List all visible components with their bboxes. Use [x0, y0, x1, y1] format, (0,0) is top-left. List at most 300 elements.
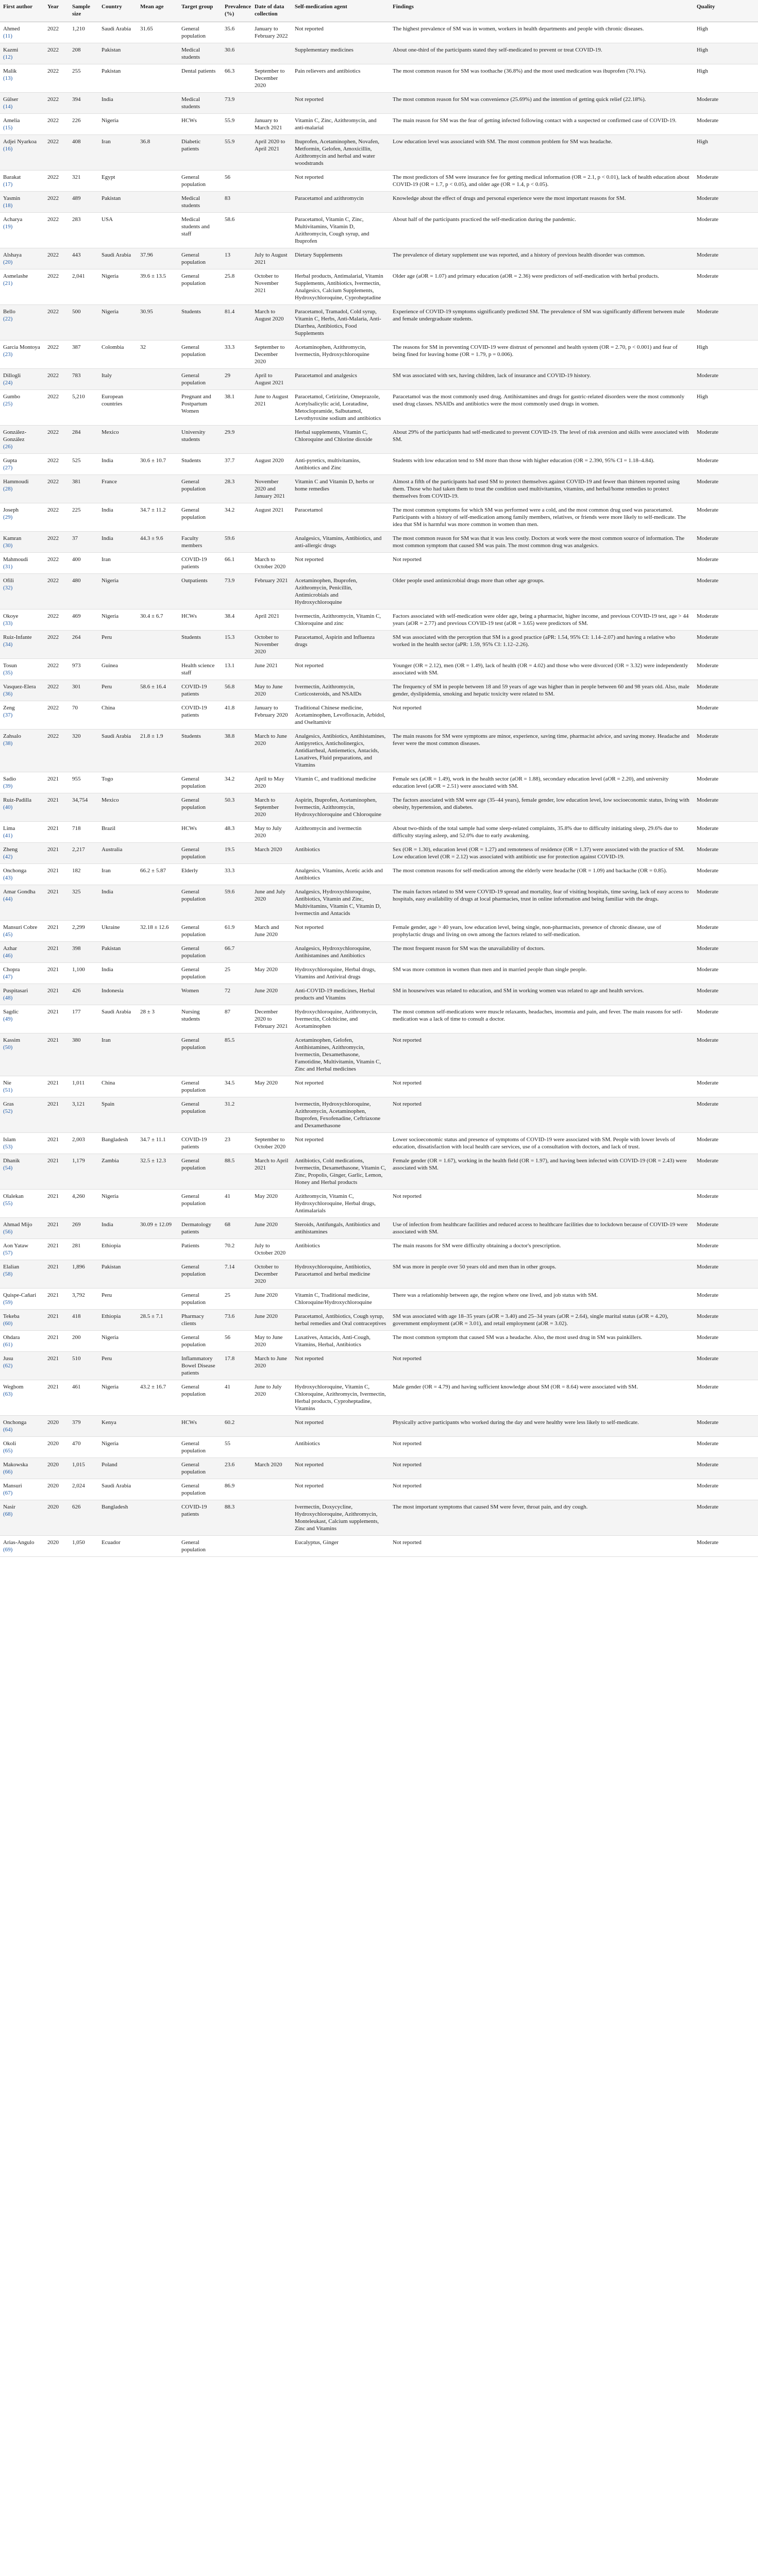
table-row	[0, 248, 758, 269]
country-cell: Iran	[98, 553, 137, 574]
prevalence-cell: 15.3	[222, 631, 251, 659]
sample-size-cell: 783	[69, 369, 98, 390]
table-row	[0, 454, 758, 475]
reference-link[interactable]: (53)	[3, 1144, 13, 1150]
reference-link[interactable]: (32)	[3, 585, 13, 591]
author-name: Dhanik	[3, 1158, 20, 1164]
reference-link[interactable]: (21)	[3, 280, 13, 286]
reference-link[interactable]: (14)	[3, 104, 13, 110]
reference-link[interactable]: (60)	[3, 1320, 13, 1327]
author-name: Mansuri Cobre	[3, 924, 38, 930]
prevalence-cell: 50.3	[222, 793, 251, 822]
author-name: Bello	[3, 309, 15, 315]
agent-cell: Analgesics, Vitamins, Acetic acids and Antibiotics	[292, 864, 390, 885]
country-cell: Iran	[98, 864, 137, 885]
table-row	[0, 1331, 758, 1352]
sample-size-cell: 718	[69, 822, 98, 843]
reference-link[interactable]: (67)	[3, 1490, 13, 1496]
col-header-first-author: First author	[0, 0, 44, 22]
reference-link[interactable]: (17)	[3, 181, 13, 188]
reference-link[interactable]: (25)	[3, 401, 13, 407]
year-cell: 2021	[44, 1076, 69, 1097]
agent-cell: Paracetamol and analgesics	[292, 369, 390, 390]
table-row	[0, 1416, 758, 1437]
table-row	[0, 1437, 758, 1458]
reference-link[interactable]: (18)	[3, 202, 13, 209]
reference-link[interactable]: (50)	[3, 1044, 13, 1050]
author-cell	[0, 631, 44, 659]
sample-size-cell: 525	[69, 454, 98, 475]
target-group-cell: Inflammatory Bowel Disease patients	[178, 1352, 222, 1380]
findings-cell: The most common symptom that caused SM was a headache. Also, the most used drug in SM was painkillers.	[390, 1331, 694, 1352]
year-cell: 2022	[44, 609, 69, 631]
reference-link[interactable]: (69)	[3, 1547, 13, 1553]
country-cell: Ethiopia	[98, 1310, 137, 1331]
date-cell: September to December 2020	[251, 341, 292, 369]
reference-link[interactable]: (13)	[3, 75, 13, 81]
target-group-cell: General population	[178, 1331, 222, 1352]
author-cell	[0, 1536, 44, 1557]
prevalence-cell: 66.7	[222, 942, 251, 963]
reference-link[interactable]: (68)	[3, 1511, 13, 1517]
date-cell: March 2020	[251, 1458, 292, 1479]
year-cell: 2021	[44, 885, 69, 921]
prevalence-cell: 85.5	[222, 1033, 251, 1076]
reference-link[interactable]: (44)	[3, 896, 13, 902]
sample-size-cell: 489	[69, 192, 98, 213]
table-row	[0, 730, 758, 772]
year-cell: 2021	[44, 1289, 69, 1310]
mean-age-cell: 66.2 ± 5.87	[137, 864, 178, 885]
author-name: Kassim	[3, 1037, 20, 1043]
table-row	[0, 1352, 758, 1380]
mean-age-cell: 30.6 ± 10.7	[137, 454, 178, 475]
agent-cell: Acetaminophen, Ibuprofen, Azithromycin, Penicillin, Antimicrobials and Hydroxychloroquine	[292, 574, 390, 609]
mean-age-cell	[137, 475, 178, 503]
sample-size-cell: 208	[69, 43, 98, 64]
author-name: Zahsalo	[3, 733, 21, 739]
mean-age-cell	[137, 93, 178, 114]
date-cell: August 2021	[251, 503, 292, 532]
prevalence-cell: 81.4	[222, 305, 251, 341]
mean-age-cell	[137, 1416, 178, 1437]
country-cell: Peru	[98, 1289, 137, 1310]
sample-size-cell: 469	[69, 609, 98, 631]
reference-link[interactable]: (59)	[3, 1299, 13, 1306]
mean-age-cell	[137, 1076, 178, 1097]
mean-age-cell	[137, 822, 178, 843]
agent-cell: Azithromycin and ivermectin	[292, 822, 390, 843]
country-cell: Saudi Arabia	[98, 1005, 137, 1033]
reference-link[interactable]: (43)	[3, 875, 13, 881]
author-name: Arias-Angulo	[3, 1539, 35, 1546]
date-cell	[251, 192, 292, 213]
reference-link[interactable]: (52)	[3, 1108, 13, 1114]
author-name: Tosun	[3, 663, 17, 669]
author-cell	[0, 921, 44, 942]
reference-link[interactable]: (20)	[3, 259, 13, 265]
sample-size-cell: 226	[69, 114, 98, 135]
mean-age-cell	[137, 64, 178, 93]
prevalence-cell: 23.6	[222, 1458, 251, 1479]
date-cell: May 2020	[251, 963, 292, 984]
findings-cell: Not reported	[390, 1536, 694, 1557]
agent-cell: Herbal supplements, Vitamin C, Chloroquine and Chlorine dioxide	[292, 426, 390, 454]
author-name: Vasquez-Elera	[3, 684, 36, 690]
reference-link[interactable]: (27)	[3, 465, 13, 471]
findings-cell: SM was associated with the perception that SM is a good practice (aPR: 1.54, 95% CI: 1.14–2.07) and having a relative who worked in the health sector (aPR: 1.59, 95% CI: 1.12–2.26).	[390, 631, 694, 659]
mean-age-cell	[137, 1331, 178, 1352]
sample-size-cell: 200	[69, 1331, 98, 1352]
author-name: Asmelashe	[3, 273, 28, 279]
author-cell	[0, 1218, 44, 1239]
prevalence-cell: 59.6	[222, 885, 251, 921]
table-row	[0, 269, 758, 305]
year-cell: 2021	[44, 1331, 69, 1352]
prevalence-cell: 28.3	[222, 475, 251, 503]
quality-cell: Moderate	[694, 1239, 758, 1260]
author-cell	[0, 426, 44, 454]
target-group-cell: General population	[178, 1033, 222, 1076]
year-cell: 2021	[44, 1190, 69, 1218]
date-cell: April 2021	[251, 609, 292, 631]
findings-cell: The highest prevalence of SM was in women, workers in health departments and people with chronic diseases.	[390, 22, 694, 43]
target-group-cell: General population	[178, 1536, 222, 1557]
quality-cell: Moderate	[694, 426, 758, 454]
agent-cell: Not reported	[292, 171, 390, 192]
year-cell: 2021	[44, 1033, 69, 1076]
reference-link[interactable]: (12)	[3, 54, 13, 60]
findings-cell: The frequency of SM in people between 18 and 59 years of age was higher than in people between 60 and 98 years old. Also, male gender, dyslipidemia, smoking and hepatic toxicity were related to SM.	[390, 680, 694, 701]
mean-age-cell	[137, 390, 178, 426]
target-group-cell: Nursing students	[178, 1005, 222, 1033]
year-cell: 2022	[44, 43, 69, 64]
findings-cell: The main factors related to SM were COVID-19 spread and mortality, fear of visiting hospitals, time saving, lack of easy access to hospitals, easy availability of drugs at local pharmacies, trust in online information and being familiar with the drugs.	[390, 885, 694, 921]
quality-cell: Moderate	[694, 1416, 758, 1437]
target-group-cell: Medical students and staff	[178, 213, 222, 248]
prevalence-cell: 86.9	[222, 1479, 251, 1500]
mean-age-cell	[137, 1190, 178, 1218]
country-cell: Peru	[98, 631, 137, 659]
author-cell	[0, 1437, 44, 1458]
prevalence-cell: 31.2	[222, 1097, 251, 1133]
reference-link[interactable]: (37)	[3, 712, 13, 718]
date-cell: January to February 2020	[251, 701, 292, 730]
prevalence-cell: 83	[222, 192, 251, 213]
target-group-cell: General population	[178, 171, 222, 192]
author-cell	[0, 574, 44, 609]
reference-link[interactable]: (55)	[3, 1200, 13, 1207]
reference-link[interactable]: (49)	[3, 1016, 13, 1022]
date-cell: June to July 2020	[251, 1380, 292, 1416]
year-cell: 2022	[44, 369, 69, 390]
reference-link[interactable]: (16)	[3, 146, 13, 152]
findings-cell: There was a relationship between age, the region where one lived, and job status with SM.	[390, 1289, 694, 1310]
reference-link[interactable]: (66)	[3, 1469, 13, 1475]
reference-link[interactable]: (31)	[3, 564, 13, 570]
year-cell: 2022	[44, 454, 69, 475]
target-group-cell: General population	[178, 503, 222, 532]
date-cell: March 2020	[251, 843, 292, 864]
date-cell: March to June 2020	[251, 1352, 292, 1380]
quality-cell: Moderate	[694, 864, 758, 885]
reference-link[interactable]: (11)	[3, 33, 12, 39]
agent-cell: Antibiotics	[292, 1239, 390, 1260]
reference-link[interactable]: (42)	[3, 854, 13, 860]
mean-age-cell: 32.5 ± 12.3	[137, 1154, 178, 1190]
target-group-cell: Health science staff	[178, 659, 222, 680]
country-cell: Peru	[98, 1352, 137, 1380]
findings-cell: SM was associated with age 18–35 years (aOR = 3.40) and 25–34 years (aOR = 2.64), single marital status (aOR = 4.20), government employment (aOR = 3.01), and retail employment (aOR = 3.02).	[390, 1310, 694, 1331]
reference-link[interactable]: (65)	[3, 1448, 13, 1454]
agent-cell: Not reported	[292, 1352, 390, 1380]
date-cell: May to June 2020	[251, 1331, 292, 1352]
author-cell	[0, 532, 44, 553]
author-cell	[0, 1005, 44, 1033]
author-cell	[0, 43, 44, 64]
quality-cell: Moderate	[694, 574, 758, 609]
reference-link[interactable]: (51)	[3, 1087, 13, 1093]
author-name: Kazmi	[3, 47, 19, 53]
agent-cell: Eucalyptus, Ginger	[292, 1536, 390, 1557]
target-group-cell: Students	[178, 730, 222, 772]
target-group-cell: General population	[178, 1289, 222, 1310]
table-row	[0, 213, 758, 248]
target-group-cell: General population	[178, 1076, 222, 1097]
author-cell	[0, 1289, 44, 1310]
prevalence-cell: 7.14	[222, 1260, 251, 1289]
reference-link[interactable]: (26)	[3, 444, 13, 450]
quality-cell: Moderate	[694, 553, 758, 574]
reference-link[interactable]: (36)	[3, 691, 13, 697]
author-cell	[0, 1239, 44, 1260]
mean-age-cell	[137, 984, 178, 1005]
prevalence-cell: 48.3	[222, 822, 251, 843]
table-row	[0, 1154, 758, 1190]
author-cell	[0, 503, 44, 532]
reference-link[interactable]: (33)	[3, 620, 13, 626]
author-cell	[0, 659, 44, 680]
table-row	[0, 192, 758, 213]
country-cell: Nigeria	[98, 114, 137, 135]
country-cell: Nigeria	[98, 609, 137, 631]
quality-cell: Moderate	[694, 793, 758, 822]
country-cell: India	[98, 454, 137, 475]
findings-cell: Older people used antimicrobial drugs more than other age groups.	[390, 574, 694, 609]
agent-cell: Ivermectin, Azithromycin, Vitamin C, Chloroquine and zinc	[292, 609, 390, 631]
author-name: Alshaya	[3, 252, 22, 258]
author-cell	[0, 1154, 44, 1190]
date-cell: January to March 2021	[251, 114, 292, 135]
col-header-country: Country	[98, 0, 137, 22]
reference-link[interactable]: (40)	[3, 804, 13, 810]
author-cell	[0, 1458, 44, 1479]
table-row	[0, 921, 758, 942]
findings-cell: The most common reason for SM was toothache (36.8%) and the most used medication was ibuprofen (70.1%).	[390, 64, 694, 93]
table-row	[0, 135, 758, 171]
agent-cell: Aspirin, Ibuprofen, Acetaminophen, Ivermectin, Azithromycin, Hydroxychloroquine and Chloroquine	[292, 793, 390, 822]
prevalence-cell: 30.6	[222, 43, 251, 64]
agent-cell: Analgesics, Hydroxychloroquine, Antihistamines and Antibiotics	[292, 942, 390, 963]
agent-cell: Ivermectin, Azithromycin, Corticosteroids, and NSAIDs	[292, 680, 390, 701]
prevalence-cell: 35.6	[222, 22, 251, 43]
author-cell	[0, 772, 44, 793]
agent-cell: Analgesics, Hydroxychloroquine, Antibiotics, Vitamin and Zinc, Multivitamins, Vitamin C, Vitamin D, Ivermectin and Antacids	[292, 885, 390, 921]
col-header-mean-age: Mean age	[137, 0, 178, 22]
mean-age-cell	[137, 1097, 178, 1133]
author-cell	[0, 885, 44, 921]
sample-size-cell: 470	[69, 1437, 98, 1458]
date-cell	[251, 942, 292, 963]
author-name: Puspitasari	[3, 988, 28, 994]
reference-link[interactable]: (63)	[3, 1391, 13, 1397]
quality-cell: Moderate	[694, 1352, 758, 1380]
reference-link[interactable]: (41)	[3, 833, 13, 839]
date-cell	[251, 43, 292, 64]
prevalence-cell: 25	[222, 963, 251, 984]
quality-cell: Moderate	[694, 885, 758, 921]
table-row	[0, 680, 758, 701]
author-name: Ofili	[3, 578, 14, 584]
agent-cell: Anti-pyretics, multivitamins, Antibiotics and Zinc	[292, 454, 390, 475]
mean-age-cell	[137, 114, 178, 135]
table-row	[0, 553, 758, 574]
reference-link[interactable]: (28)	[3, 486, 13, 492]
date-cell: June 2020	[251, 1218, 292, 1239]
quality-cell: Moderate	[694, 1190, 758, 1218]
sample-size-cell: 281	[69, 1239, 98, 1260]
reference-link[interactable]: (35)	[3, 670, 13, 676]
quality-cell: Moderate	[694, 631, 758, 659]
prevalence-cell: 33.3	[222, 864, 251, 885]
country-cell: Nigeria	[98, 1380, 137, 1416]
mean-age-cell	[137, 43, 178, 64]
author-name: Amar Gondha	[3, 889, 36, 895]
reference-link[interactable]: (34)	[3, 641, 13, 648]
reference-link[interactable]: (58)	[3, 1271, 13, 1277]
target-group-cell: Faculty members	[178, 532, 222, 553]
agent-cell: Antibiotics	[292, 1437, 390, 1458]
date-cell: April 2020 to April 2021	[251, 135, 292, 171]
findings-cell: Male gender (OR = 4.79) and having sufficient knowledge about SM (OR = 8.64) were associated with SM.	[390, 1380, 694, 1416]
date-cell: November 2020 and January 2021	[251, 475, 292, 503]
reference-link[interactable]: (15)	[3, 125, 13, 131]
prevalence-cell: 29.9	[222, 426, 251, 454]
author-cell	[0, 135, 44, 171]
table-row	[0, 772, 758, 793]
reference-link[interactable]: (19)	[3, 224, 13, 230]
target-group-cell: Medical students	[178, 43, 222, 64]
quality-cell: Moderate	[694, 213, 758, 248]
reference-link[interactable]: (39)	[3, 783, 13, 789]
country-cell: Nigeria	[98, 1437, 137, 1458]
reference-link[interactable]: (24)	[3, 380, 13, 386]
findings-cell: Physically active participants who worked during the day and were healthy were less likely to self-medicate.	[390, 1416, 694, 1437]
quality-cell: High	[694, 390, 758, 426]
reference-link[interactable]: (29)	[3, 514, 13, 520]
reference-link[interactable]: (46)	[3, 953, 13, 959]
author-name: Sagdic	[3, 1009, 19, 1015]
author-name: Sadio	[3, 776, 16, 782]
sample-size-cell: 255	[69, 64, 98, 93]
author-name: Hammoudi	[3, 479, 29, 485]
table-header-row	[0, 0, 758, 22]
mean-age-cell: 32.18 ± 12.6	[137, 921, 178, 942]
sample-size-cell: 426	[69, 984, 98, 1005]
table-row	[0, 1310, 758, 1331]
reference-link[interactable]: (56)	[3, 1229, 13, 1235]
reference-link[interactable]: (54)	[3, 1165, 13, 1171]
reference-link[interactable]: (45)	[3, 931, 13, 938]
sample-size-cell: 3,121	[69, 1097, 98, 1133]
quality-cell: Moderate	[694, 1479, 758, 1500]
prevalence-cell: 37.7	[222, 454, 251, 475]
quality-cell: Moderate	[694, 171, 758, 192]
mean-age-cell: 31.65	[137, 22, 178, 43]
reference-link[interactable]: (47)	[3, 974, 13, 980]
mean-age-cell: 30.95	[137, 305, 178, 341]
target-group-cell: General population	[178, 1190, 222, 1218]
reference-link[interactable]: (57)	[3, 1250, 13, 1256]
date-cell: September to December 2020	[251, 64, 292, 93]
date-cell: June 2021	[251, 659, 292, 680]
target-group-cell: Students	[178, 454, 222, 475]
quality-cell: Moderate	[694, 475, 758, 503]
target-group-cell: Pregnant and Postpartum Women	[178, 390, 222, 426]
mean-age-cell: 37.96	[137, 248, 178, 269]
table-row	[0, 793, 758, 822]
reference-link[interactable]: (38)	[3, 740, 13, 747]
author-cell	[0, 730, 44, 772]
year-cell: 2022	[44, 22, 69, 43]
country-cell: Nigeria	[98, 269, 137, 305]
author-name: Aon Yataw	[3, 1243, 28, 1249]
findings-cell: Lower socioeconomic status and presence of symptoms of COVID-19 were associated with SM. People with lower levels of education, dissatisfaction with local health care services, use of a consultation with doctors, and lack of trust.	[390, 1133, 694, 1154]
mean-age-cell	[137, 942, 178, 963]
date-cell: August 2020	[251, 454, 292, 475]
date-cell	[251, 864, 292, 885]
reference-link[interactable]: (64)	[3, 1427, 13, 1433]
reference-link[interactable]: (23)	[3, 351, 13, 358]
reference-link[interactable]: (61)	[3, 1342, 13, 1348]
prevalence-cell: 55	[222, 1437, 251, 1458]
target-group-cell: COVID-19 patients	[178, 1500, 222, 1536]
table-row	[0, 631, 758, 659]
agent-cell: Herbal products, Antimalarial, Vitamin Supplements, Antibiotics, Ivermectin, Analgesics, Calcium Supplements, Hydroxychloroquine, Cyproheptadine	[292, 269, 390, 305]
author-name: Garcia Montoya	[3, 344, 40, 350]
agent-cell: Not reported	[292, 1479, 390, 1500]
reference-link[interactable]: (22)	[3, 316, 13, 322]
country-cell: Indonesia	[98, 984, 137, 1005]
agent-cell: Not reported	[292, 93, 390, 114]
quality-cell: Moderate	[694, 609, 758, 631]
country-cell: Italy	[98, 369, 137, 390]
year-cell: 2022	[44, 574, 69, 609]
author-name: Lima	[3, 825, 15, 832]
sample-size-cell: 177	[69, 1005, 98, 1033]
table-row	[0, 1479, 758, 1500]
reference-link[interactable]: (30)	[3, 543, 13, 549]
author-name: González-González	[3, 429, 27, 443]
findings-cell: Female gender, age > 40 years, low education level, being single, non-pharmacists, presence of chronic disease, use of prophylactic drugs and living on own among the factors related to self-medication.	[390, 921, 694, 942]
quality-cell: Moderate	[694, 532, 758, 553]
country-cell: Pakistan	[98, 192, 137, 213]
mean-age-cell: 36.8	[137, 135, 178, 171]
sample-size-cell: 321	[69, 171, 98, 192]
reference-link[interactable]: (48)	[3, 995, 13, 1001]
year-cell: 2022	[44, 390, 69, 426]
reference-link[interactable]: (62)	[3, 1363, 13, 1369]
